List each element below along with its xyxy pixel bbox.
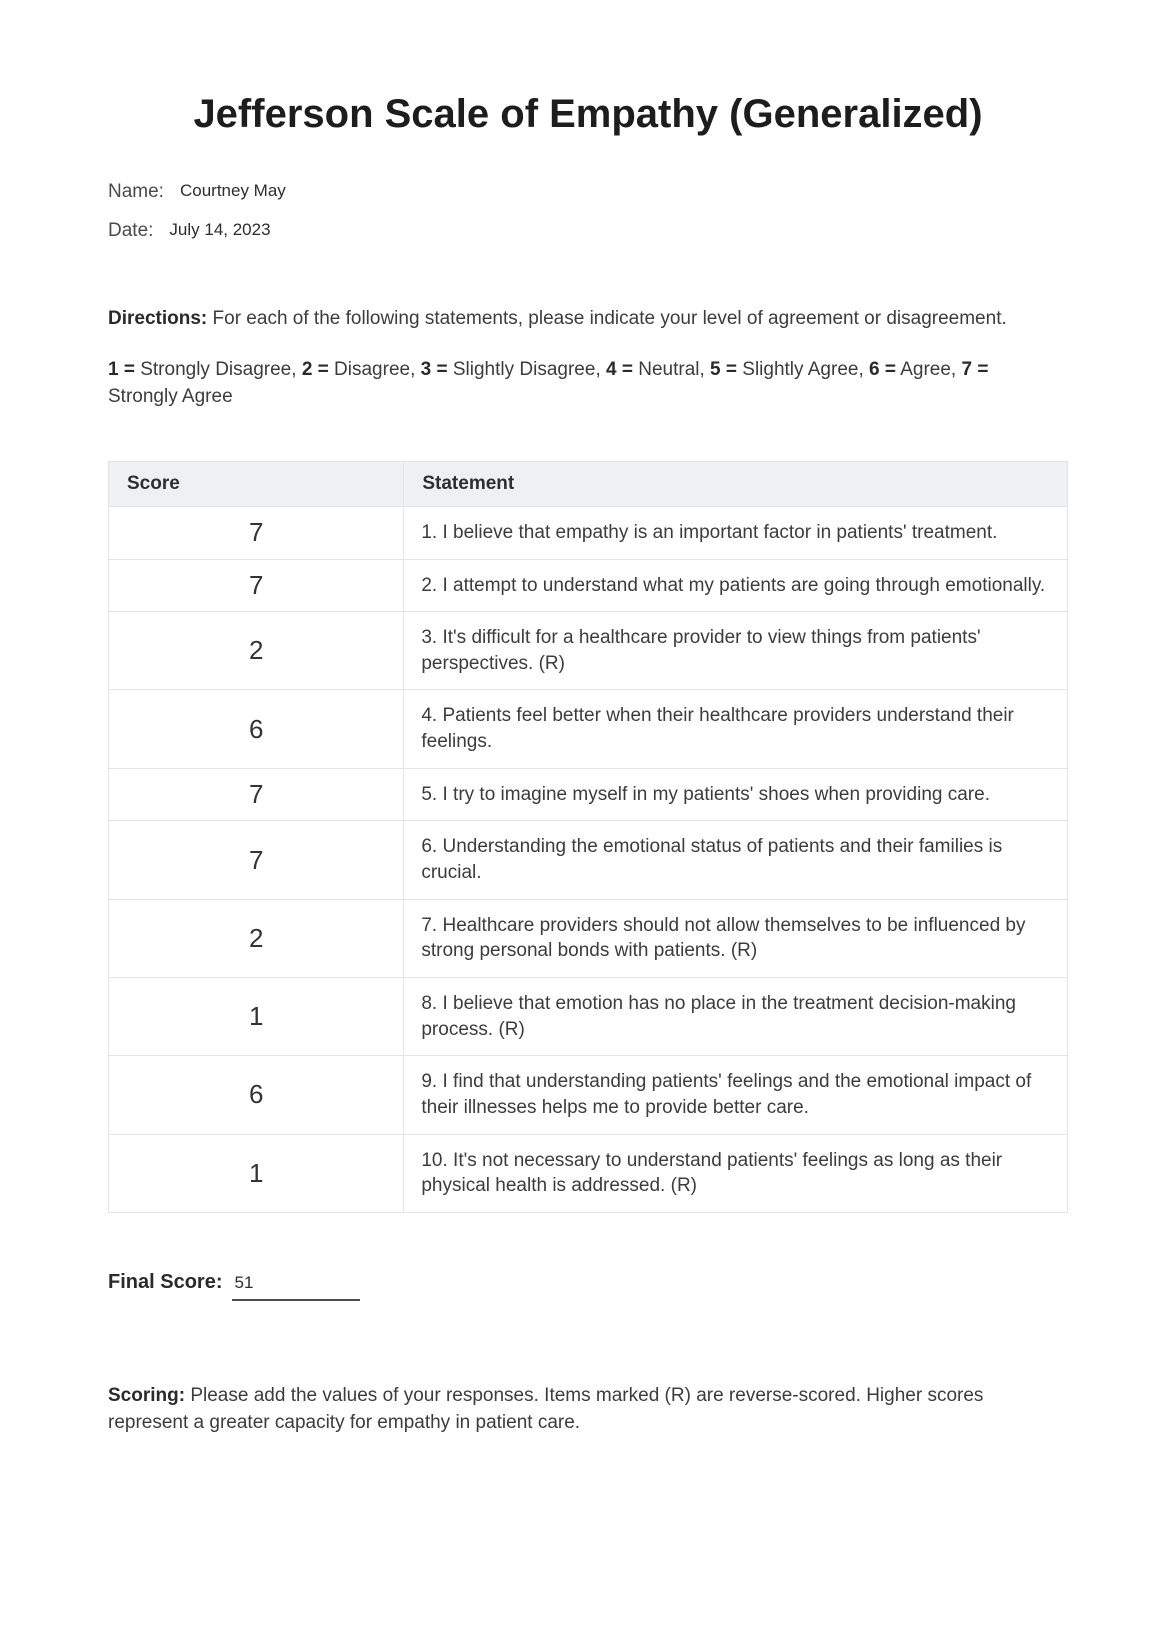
score-cell[interactable]: 6 xyxy=(109,1056,404,1134)
scale-item-4-text: Neutral, xyxy=(632,358,711,380)
score-cell[interactable]: 2 xyxy=(109,899,404,977)
table-row xyxy=(109,559,1068,612)
scoring-label: Scoring: xyxy=(108,1384,186,1406)
scale-item-1-num: 1 = xyxy=(108,358,135,380)
statement-cell: 8. I believe that emotion has no place in the treatment decision-making process. (R) xyxy=(404,977,1068,1055)
statement-cell: 6. Understanding the emotional status of patients and their families is crucial. xyxy=(404,821,1068,899)
scoring-paragraph xyxy=(108,1383,1028,1437)
table-row xyxy=(109,612,1068,690)
name-value[interactable]: Courtney May xyxy=(179,181,286,200)
statement-cell: 5. I try to imagine myself in my patients' shoes when providing care. xyxy=(404,768,1068,821)
table-row xyxy=(109,690,1068,768)
date-value[interactable]: July 14, 2023 xyxy=(169,220,271,239)
statement-cell: 9. I find that understanding patients' feelings and the emotional impact of their illnesses helps me to provide better care. xyxy=(404,1056,1068,1134)
score-cell[interactable]: 7 xyxy=(109,821,404,899)
table-row xyxy=(109,1056,1068,1134)
score-cell[interactable]: 2 xyxy=(109,612,404,690)
statement-cell: 7. Healthcare providers should not allow themselves to be influenced by strong personal bonds with patients. (R) xyxy=(404,899,1068,977)
statement-cell: 10. It's not necessary to understand patients' feelings as long as their physical health is addressed. (R) xyxy=(404,1134,1068,1212)
score-cell[interactable]: 7 xyxy=(109,768,404,821)
scale-legend xyxy=(108,357,1028,411)
final-score-label: Final Score: xyxy=(108,1270,223,1293)
scale-item-2-num: 2 = xyxy=(301,358,329,380)
page-title: Jefferson Scale of Empathy (Generalized) xyxy=(193,92,983,136)
directions-text: For each of the following statements, please indicate your level of agreement or disagreement. xyxy=(212,308,1007,329)
scale-item-4-num: 4 = xyxy=(606,358,633,380)
name-field-row xyxy=(108,181,1068,203)
scale-item-3-num: 3 = xyxy=(420,358,448,380)
statement-cell: 2. I attempt to understand what my patients are going through emotionally. xyxy=(404,559,1068,612)
statement-column-header: Statement xyxy=(404,461,1068,506)
scale-item-5-text: Slightly Agree, xyxy=(737,358,870,380)
statement-cell: 3. It's difficult for a healthcare provider to view things from patients' perspectives. (R) xyxy=(404,612,1068,690)
scoring-text: Please add the values of your responses. Items marked (R) are reverse-scored. Higher scores represent a greater capacity for empathy in patient care. xyxy=(108,1384,984,1433)
scale-item-7-num: 7 = xyxy=(961,358,989,380)
date-field-row xyxy=(108,220,1068,242)
directions-paragraph xyxy=(108,306,1028,333)
score-column-header: Score xyxy=(109,461,404,506)
scale-item-5-num: 5 = xyxy=(710,358,737,380)
statement-cell: 4. Patients feel better when their healthcare providers understand their feelings. xyxy=(404,690,1068,768)
name-label: Name: xyxy=(108,181,164,202)
table-row xyxy=(109,506,1068,559)
directions-label: Directions: xyxy=(108,308,208,329)
scale-item-1-text: Strongly Disagree, xyxy=(134,358,302,380)
score-cell[interactable]: 7 xyxy=(109,506,404,559)
date-label: Date: xyxy=(108,220,154,241)
scale-item-6-num: 6 = xyxy=(869,358,896,380)
score-cell[interactable]: 6 xyxy=(109,690,404,768)
final-score-value[interactable]: 51 xyxy=(232,1273,360,1301)
table-row xyxy=(109,1134,1068,1212)
table-row xyxy=(109,768,1068,821)
table-header-row xyxy=(109,461,1068,506)
scale-item-3-text: Slightly Disagree, xyxy=(447,358,606,380)
score-cell[interactable]: 1 xyxy=(109,977,404,1055)
score-cell[interactable]: 7 xyxy=(109,559,404,612)
scale-item-2-text: Disagree, xyxy=(328,358,421,380)
statement-cell: 1. I believe that empathy is an important factor in patients' treatment. xyxy=(404,506,1068,559)
table-row xyxy=(109,899,1068,977)
score-cell[interactable]: 1 xyxy=(109,1134,404,1212)
scale-item-7-text: Strongly Agree xyxy=(108,385,233,407)
table-row xyxy=(109,821,1068,899)
score-table xyxy=(108,461,1068,1213)
final-score-row xyxy=(108,1271,1068,1301)
table-row xyxy=(109,977,1068,1055)
scale-item-6-text: Agree, xyxy=(895,358,962,380)
